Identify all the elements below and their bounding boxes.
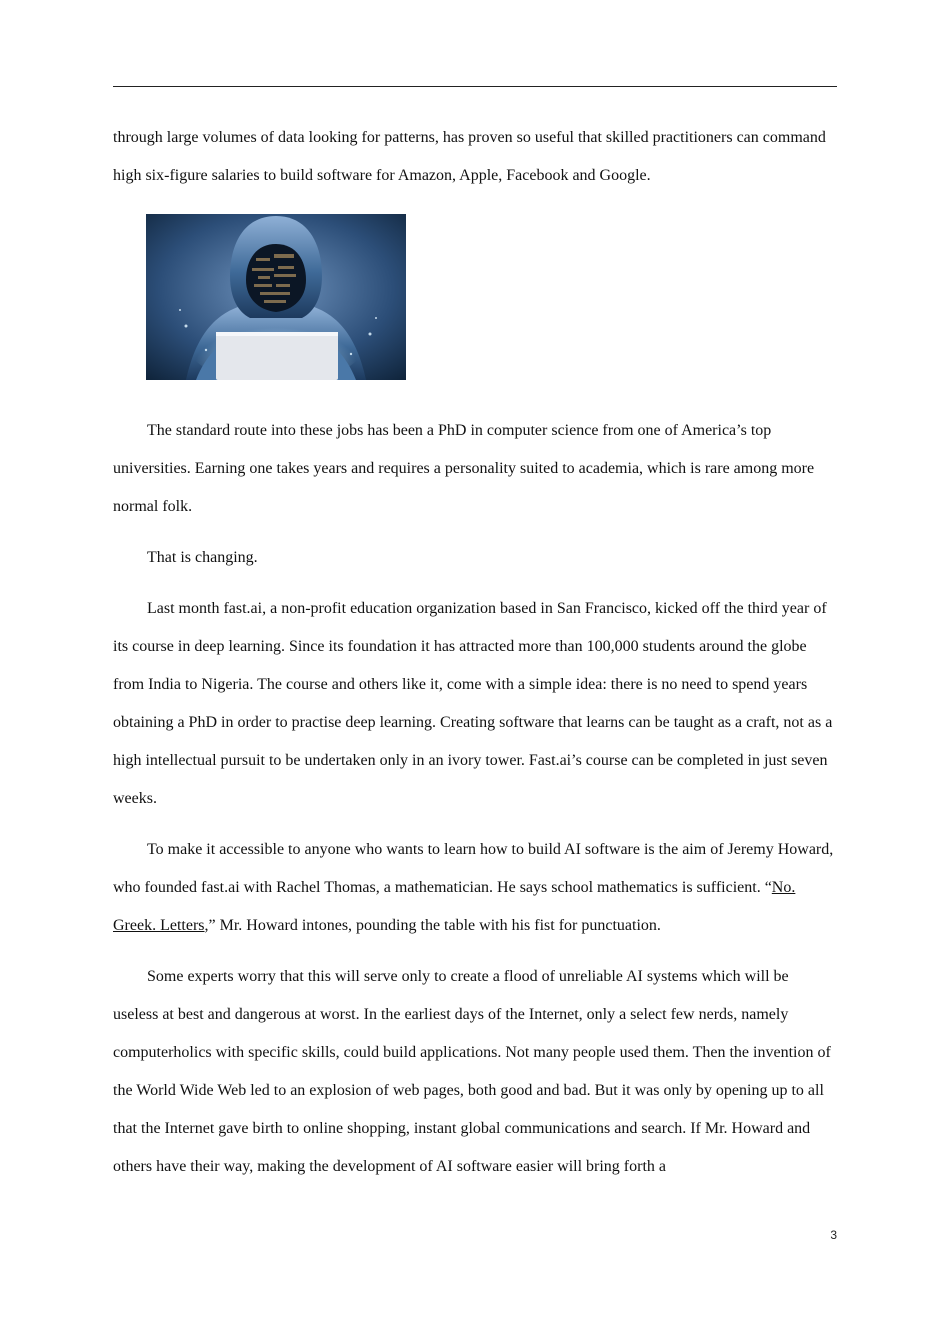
paragraph-standard-route: The standard route into these jobs has been a PhD in computer science from one of America’s top universities. Earning one takes years and requires a personality suited to academia, which is rare among more normal folk. <box>113 422 815 515</box>
page-number: 3 <box>830 1228 837 1242</box>
header-rule <box>113 86 837 87</box>
paragraph-jeremy-howard <box>113 831 837 945</box>
no-greek-letters-link[interactable]: No. Greek. Letters <box>113 879 796 934</box>
hacker-illustration <box>146 214 406 380</box>
laptop <box>216 332 338 380</box>
quote-outro: ,” Mr. Howard intones, pounding the table with his fist for punctuation. <box>204 917 661 934</box>
paragraph-that-is-changing: That is changing. <box>147 549 258 566</box>
paragraph-fastai-course: Last month fast.ai, a non-profit education organization based in San Francisco, kicked off the third year of its course in deep learning. Since its foundation it has attracted more than 100,000 students around the globe from India to Nigeria. The course and others like it, come with a simple idea: there is no need to spend years obtaining a PhD in order to practise deep learning. Creating software that learns can be taught as a craft, not as a high intellectual pursuit to be undertaken only in an ivory tower. Fast.ai’s course can be completed in just seven weeks. <box>113 600 833 807</box>
paragraph-experts-worry: Some experts worry that this will serve only to create a flood of unreliable AI systems which will be useless at best and dangerous at worst. In the earliest days of the Internet, only a select few nerds, namely computerholics with specific skills, could build applications. Not many people used them. Then the invention of the World Wide Web led to an explosion of web pages, both good and bad. But it was only by opening up to all that the Internet gave birth to online shopping, instant global communications and search. If Mr. Howard and others have their way, making the development of AI software easier will bring forth a <box>113 968 831 1175</box>
quote-intro: To make it accessible to anyone who wants to learn how to build AI software is the aim of Jeremy Howard, who founded fast.ai with Rachel Thomas, a mathematician. He says school mathematics is sufficient. “ <box>113 841 834 896</box>
paragraph-continued: through large volumes of data looking for patterns, has proven so useful that skilled practitioners can command high six-figure salaries to build software for Amazon, Apple, Facebook and Google. <box>113 129 826 184</box>
